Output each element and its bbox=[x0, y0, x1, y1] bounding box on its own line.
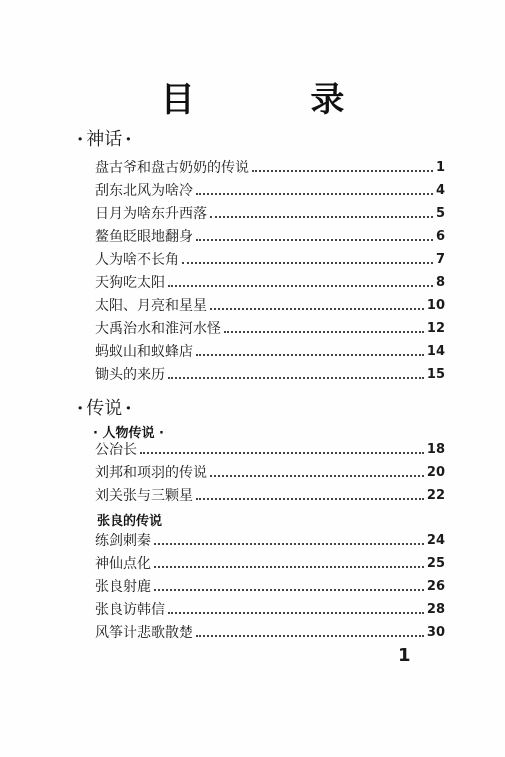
entry-title: 日月为啥东升西落 bbox=[95, 206, 207, 222]
bullet-dot: · bbox=[125, 398, 132, 419]
section-heading-legend bbox=[74, 394, 135, 420]
toc-entry[interactable] bbox=[95, 227, 445, 247]
dot-leader bbox=[154, 566, 424, 568]
entry-title: 锄头的来历 bbox=[95, 367, 165, 383]
subsection-heading-people bbox=[93, 422, 164, 441]
toc-entry[interactable] bbox=[95, 600, 445, 620]
entry-page: 8 bbox=[435, 275, 445, 290]
entry-page: 15 bbox=[426, 367, 445, 382]
entry-title: 蚂蚁山和蚁蜂店 bbox=[95, 344, 193, 360]
entry-page: 7 bbox=[435, 252, 445, 267]
section-heading-myth bbox=[74, 125, 135, 151]
section-label: 传说 bbox=[86, 398, 123, 419]
entry-title: 张良访韩信 bbox=[95, 602, 165, 618]
subsection-label: 人物传说 bbox=[102, 426, 155, 441]
dot-leader bbox=[168, 612, 424, 614]
entry-title: 大禹治水和淮河水怪 bbox=[95, 321, 221, 337]
dot-leader bbox=[196, 635, 424, 637]
entry-page: 25 bbox=[426, 556, 445, 571]
entry-page: 28 bbox=[426, 602, 445, 617]
entry-page: 30 bbox=[426, 625, 445, 640]
toc-entry[interactable] bbox=[95, 319, 445, 339]
dot-leader bbox=[168, 285, 433, 287]
entry-page: 4 bbox=[435, 183, 445, 198]
bullet-dot: · bbox=[154, 426, 164, 441]
toc-entry[interactable] bbox=[95, 623, 445, 643]
dot-leader bbox=[140, 452, 424, 454]
entry-title: 鳌鱼眨眼地翻身 bbox=[95, 229, 193, 245]
entry-title: 风筝计悲歌散楚 bbox=[95, 625, 193, 641]
entry-title: 太阳、月亮和星星 bbox=[95, 298, 207, 314]
entry-title: 公冶长 bbox=[95, 442, 137, 458]
toc-entry[interactable] bbox=[95, 577, 445, 597]
dot-leader bbox=[252, 170, 433, 172]
dot-leader bbox=[196, 239, 433, 241]
entry-page: 22 bbox=[426, 488, 445, 503]
dot-leader bbox=[168, 377, 424, 379]
entry-title: 盘古爷和盘古奶奶的传说 bbox=[95, 160, 249, 176]
dot-leader bbox=[224, 331, 424, 333]
entry-title: 刘邦和项羽的传说 bbox=[95, 465, 207, 481]
toc-entry[interactable] bbox=[95, 204, 445, 224]
subsection-heading-zhangliang bbox=[97, 510, 162, 529]
dot-leader bbox=[210, 308, 424, 310]
entry-title: 神仙点化 bbox=[95, 556, 151, 572]
entry-title: 张良射鹿 bbox=[95, 579, 151, 595]
toc-entry[interactable] bbox=[95, 342, 445, 362]
entry-page: 12 bbox=[426, 321, 445, 336]
entry-title: 刘关张与三颗星 bbox=[95, 488, 193, 504]
entry-page: 14 bbox=[426, 344, 445, 359]
entry-page: 26 bbox=[426, 579, 445, 594]
entry-page: 10 bbox=[426, 298, 445, 313]
dot-leader bbox=[154, 543, 424, 545]
toc-entry[interactable] bbox=[95, 365, 445, 385]
bullet-dot: · bbox=[125, 129, 132, 150]
dot-leader bbox=[196, 498, 424, 500]
toc-entry[interactable] bbox=[95, 463, 445, 483]
dot-leader bbox=[210, 216, 433, 218]
entry-page: 20 bbox=[426, 465, 445, 480]
section-label: 神话 bbox=[86, 129, 123, 150]
entry-title: 天狗吃太阳 bbox=[95, 275, 165, 291]
entry-page: 6 bbox=[435, 229, 445, 244]
toc-entry[interactable] bbox=[95, 440, 445, 460]
entry-page: 24 bbox=[426, 533, 445, 548]
toc-entry[interactable] bbox=[95, 181, 445, 201]
dot-leader bbox=[196, 193, 433, 195]
dot-leader bbox=[210, 475, 424, 477]
dot-leader bbox=[182, 262, 433, 264]
dot-leader bbox=[196, 354, 424, 356]
bullet-dot: · bbox=[93, 426, 103, 441]
bullet-dot: · bbox=[77, 129, 84, 150]
footer-page-number: 1 bbox=[398, 645, 411, 666]
toc-entry[interactable] bbox=[95, 531, 445, 551]
toc-entry[interactable] bbox=[95, 158, 445, 178]
toc-entry[interactable] bbox=[95, 273, 445, 293]
toc-entry[interactable] bbox=[95, 486, 445, 506]
toc-entry[interactable] bbox=[95, 296, 445, 316]
entry-page: 5 bbox=[435, 206, 445, 221]
entry-title: 刮东北风为啥冷 bbox=[95, 183, 193, 199]
bullet-dot: · bbox=[77, 398, 84, 419]
entry-page: 18 bbox=[426, 442, 445, 457]
toc-entry[interactable] bbox=[95, 554, 445, 574]
entry-page: 1 bbox=[435, 160, 445, 175]
dot-leader bbox=[154, 589, 424, 591]
entry-title: 人为啥不长角 bbox=[95, 252, 179, 268]
toc-entry[interactable] bbox=[95, 250, 445, 270]
entry-title: 练剑刺秦 bbox=[95, 533, 151, 549]
subsection-label: 张良的传说 bbox=[97, 514, 163, 529]
page-title: 目 录 bbox=[160, 80, 397, 120]
